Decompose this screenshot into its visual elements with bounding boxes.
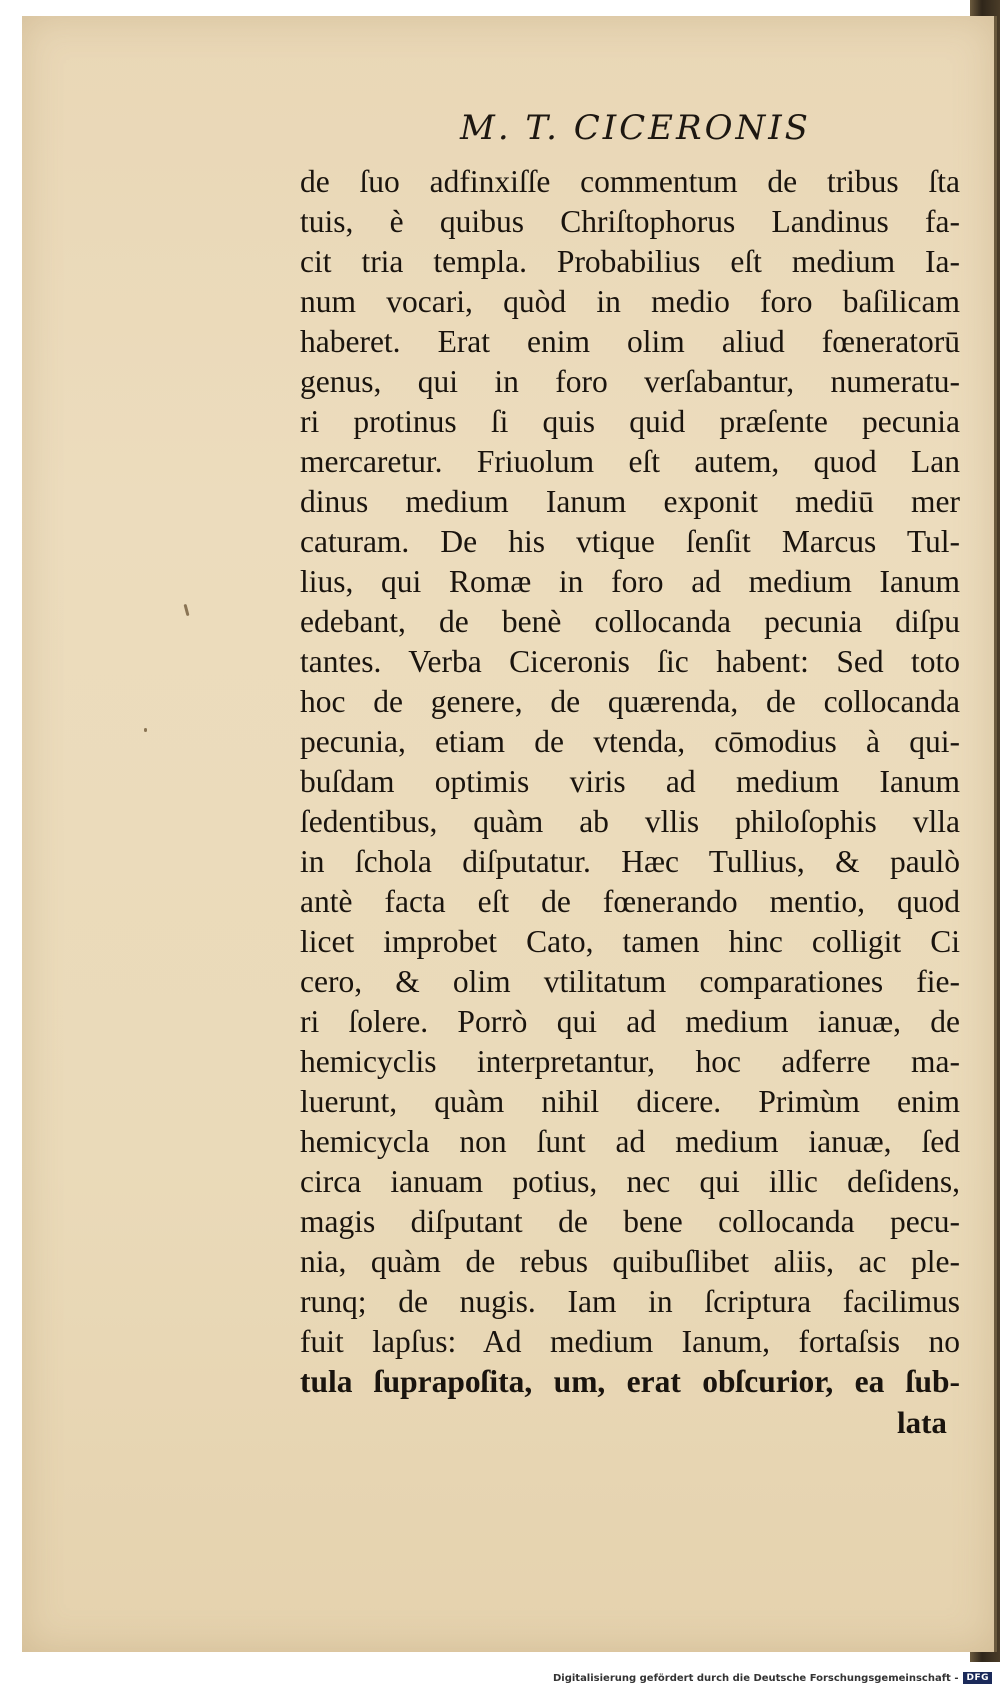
text-line: fuit lapſus: Ad medium Ianum, fortaſsis no bbox=[300, 1324, 960, 1359]
text-line: ſedentibus, quàm ab vllis philoſophis vlla bbox=[300, 804, 960, 839]
text-line: tuis, è quibus Chriſtophorus Landinus fa- bbox=[300, 204, 960, 239]
text-line: in ſchola diſputatur. Hæc Tullius, & paulò bbox=[300, 844, 960, 879]
paper-speck bbox=[144, 728, 147, 732]
text-line: circa ianuam potius, nec qui illic deſidens, bbox=[300, 1164, 960, 1199]
running-head: M. T. CICERONIS bbox=[460, 108, 811, 148]
text-line: tantes. Verba Ciceronis ſic habent: Sed toto bbox=[300, 644, 960, 679]
text-line: haberet. Erat enim olim aliud fœneratorū bbox=[300, 324, 960, 359]
text-line: runq; de nugis. Iam in ſcriptura facilimus bbox=[300, 1284, 960, 1319]
text-line: cero, & olim vtilitatum comparationes fie- bbox=[300, 964, 960, 999]
text-line: num vocari, quòd in medio foro baſilicam bbox=[300, 284, 960, 319]
text-block bbox=[300, 162, 960, 1402]
text-line: caturam. De his vtique ſenſit Marcus Tul- bbox=[300, 524, 960, 559]
text-line: hemicycla non ſunt ad medium ianuæ, ſed bbox=[300, 1124, 960, 1159]
text-line: ri ſolere. Porrò qui ad medium ianuæ, de bbox=[300, 1004, 960, 1039]
text-line: edebant, de benè collocanda pecunia diſpu bbox=[300, 604, 960, 639]
digitization-credit bbox=[553, 1672, 992, 1684]
text-line: buſdam optimis viris ad medium Ianum bbox=[300, 764, 960, 799]
text-line: luerunt, quàm nihil dicere. Primùm enim bbox=[300, 1084, 960, 1119]
catchword: lata bbox=[897, 1405, 947, 1440]
text-line: cit tria templa. Probabilius eſt medium Ia- bbox=[300, 244, 960, 279]
text-line: hemicyclis interpretantur, hoc adferre ma- bbox=[300, 1044, 960, 1079]
text-line: mercaretur. Friuolum eſt autem, quod Lan bbox=[300, 444, 960, 479]
text-line: tula ſuprapoſita, um, erat obſcurior, ea ſub- bbox=[300, 1364, 960, 1399]
text-line: genus, qui in foro verſabantur, numeratu- bbox=[300, 364, 960, 399]
text-line: antè facta eſt de fœnerando mentio, quod bbox=[300, 884, 960, 919]
text-line: magis diſputant de bene collocanda pecu- bbox=[300, 1204, 960, 1239]
text-line: pecunia, etiam de vtenda, cōmodius à qui- bbox=[300, 724, 960, 759]
text-line: hoc de genere, de quærenda, de collocanda bbox=[300, 684, 960, 719]
paper-speck bbox=[183, 604, 189, 616]
text-line: dinus medium Ianum exponit mediū mer bbox=[300, 484, 960, 519]
text-line: ri protinus ſi quis quid præſente pecunia bbox=[300, 404, 960, 439]
text-line: nia, quàm de rebus quibuſlibet aliis, ac ple- bbox=[300, 1244, 960, 1279]
text-line: licet improbet Cato, tamen hinc colligit Ci bbox=[300, 924, 960, 959]
credit-text: Digitalisierung gefördert durch die Deutsche Forschungsgemeinschaft - bbox=[552, 1672, 959, 1684]
text-line: lius, qui Romæ in foro ad medium Ianum bbox=[300, 564, 960, 599]
text-line: de ſuo adfinxiſſe commentum de tribus ſta bbox=[300, 164, 960, 199]
dfg-logo: DFG bbox=[963, 1672, 992, 1684]
